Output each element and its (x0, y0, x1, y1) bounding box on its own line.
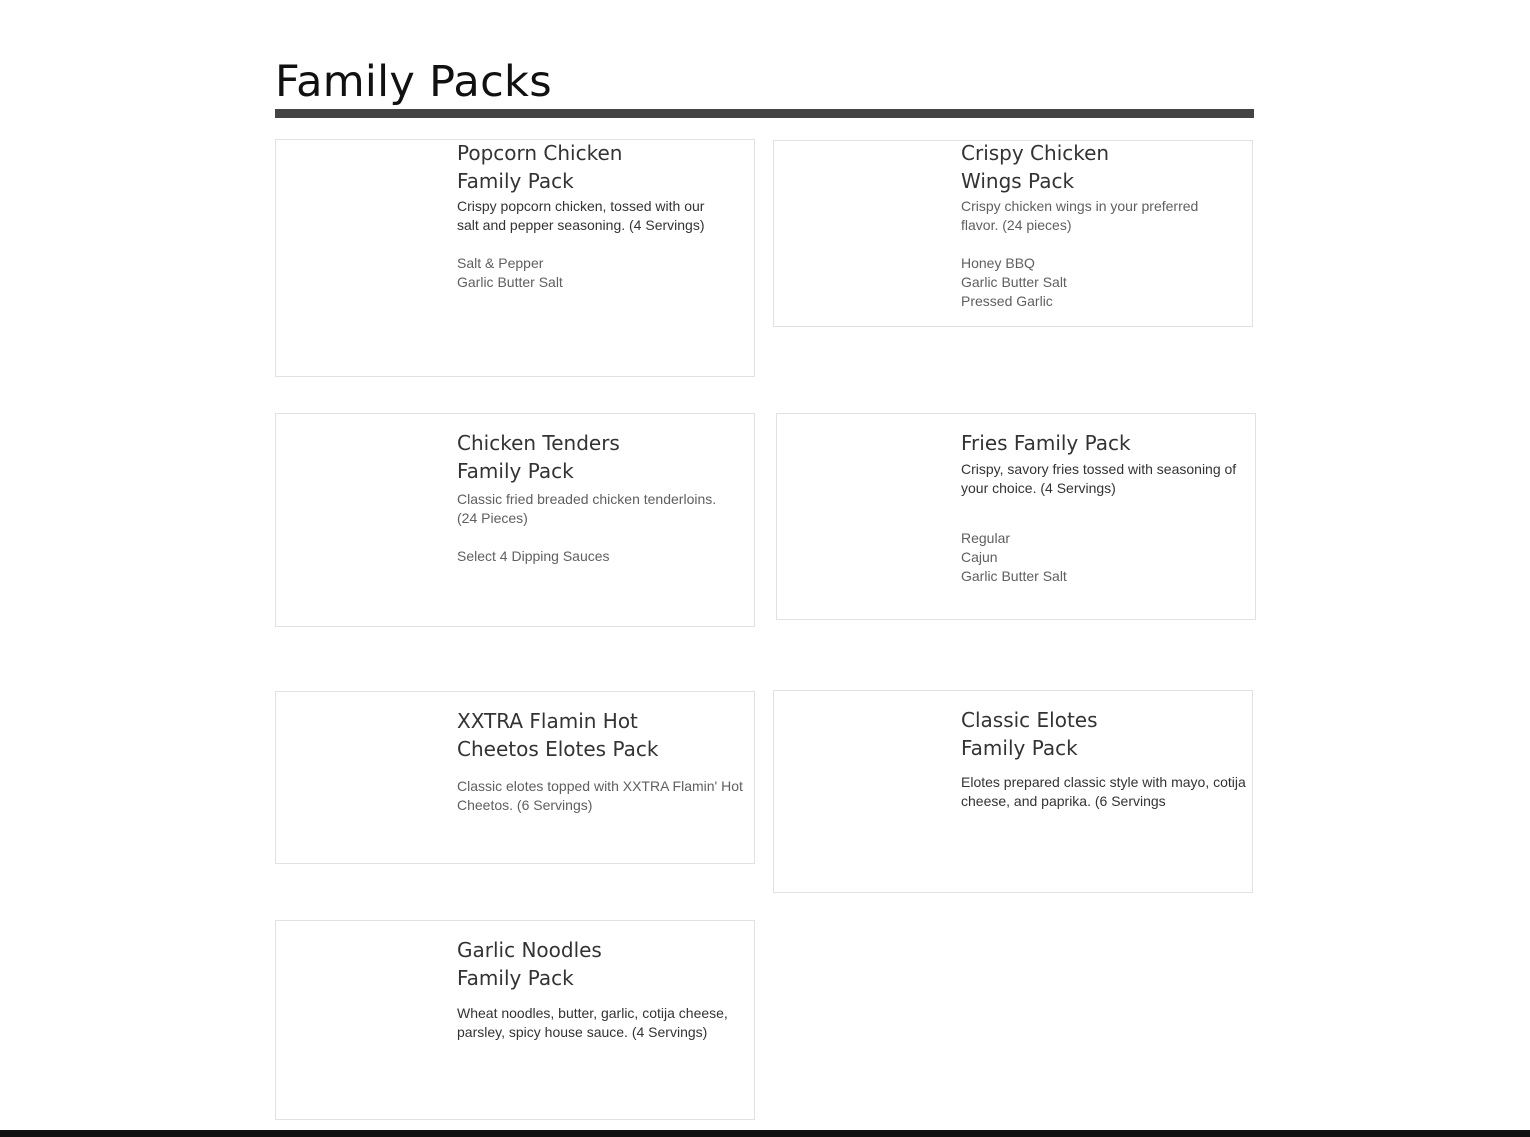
option-item: Select 4 Dipping Sauces (457, 548, 610, 564)
menu-item-description: Wheat noodles, butter, garlic, cotija cheese, parsley, spicy house sauce. (4 Servings) (457, 1005, 728, 1040)
menu-item-card[interactable] (275, 413, 755, 627)
menu-item-name: Popcorn Chicken Family Pack (457, 141, 623, 193)
menu-item-name: Crispy Chicken Wings Pack (961, 141, 1110, 193)
menu-item-image (774, 141, 944, 326)
option-item: Garlic Butter Salt (961, 274, 1067, 290)
menu-item-name: Classic Elotes Family Pack (961, 708, 1098, 760)
menu-item-description: Classic fried breaded chicken tenderloins. (24 Pieces) (457, 491, 717, 526)
menu-item-description: Crispy chicken wings in your preferred flavor. (24 pieces) (961, 198, 1199, 233)
menu-item-card[interactable] (275, 920, 755, 1120)
title-divider (275, 109, 1254, 118)
menu-item-description: Crispy, savory fries tossed with seasoning of your choice. (4 Servings) (961, 461, 1237, 496)
menu-item-description: Classic elotes topped with XXTRA Flamin' Hot Cheetos. (6 Servings) (457, 778, 743, 813)
footer-bar (0, 1130, 1530, 1137)
option-item: Honey BBQ (961, 255, 1035, 271)
menu-item-name: Fries Family Pack (961, 431, 1131, 455)
option-item: Cajun (961, 549, 998, 565)
menu-item-image (777, 414, 947, 619)
menu-item-card[interactable] (773, 690, 1253, 893)
menu-item-card[interactable] (776, 413, 1256, 620)
menu-item-description: Elotes prepared classic style with mayo, cotija cheese, and paprika. (6 Servings (961, 774, 1246, 809)
menu-item-name: Chicken Tenders Family Pack (457, 431, 620, 483)
menu-item-card[interactable] (275, 139, 755, 377)
menu-item-image (774, 691, 944, 892)
menu-item-image (276, 140, 446, 376)
option-item: Garlic Butter Salt (457, 274, 563, 290)
menu-item-image (276, 921, 446, 1119)
menu-item-image (276, 692, 446, 863)
menu-item-image (276, 414, 446, 626)
menu-item-description: Crispy popcorn chicken, tossed with our salt and pepper seasoning. (4 Servings) (457, 198, 705, 233)
menu-item-options (961, 254, 1246, 311)
menu-item-options (961, 529, 1253, 586)
option-item: Pressed Garlic (961, 293, 1053, 309)
menu-item-name: Garlic Noodles Family Pack (457, 938, 602, 990)
menu-item-name: XXTRA Flamin Hot Cheetos Elotes Pack (457, 709, 659, 761)
menu-item-card[interactable] (275, 691, 755, 864)
menu-item-options (457, 547, 747, 566)
option-item: Salt & Pepper (457, 255, 544, 271)
option-item: Garlic Butter Salt (961, 568, 1067, 584)
option-item: Regular (961, 530, 1011, 546)
menu-item-options (457, 254, 747, 292)
page-title: Family Packs (275, 57, 552, 107)
menu-item-card[interactable] (773, 140, 1253, 327)
